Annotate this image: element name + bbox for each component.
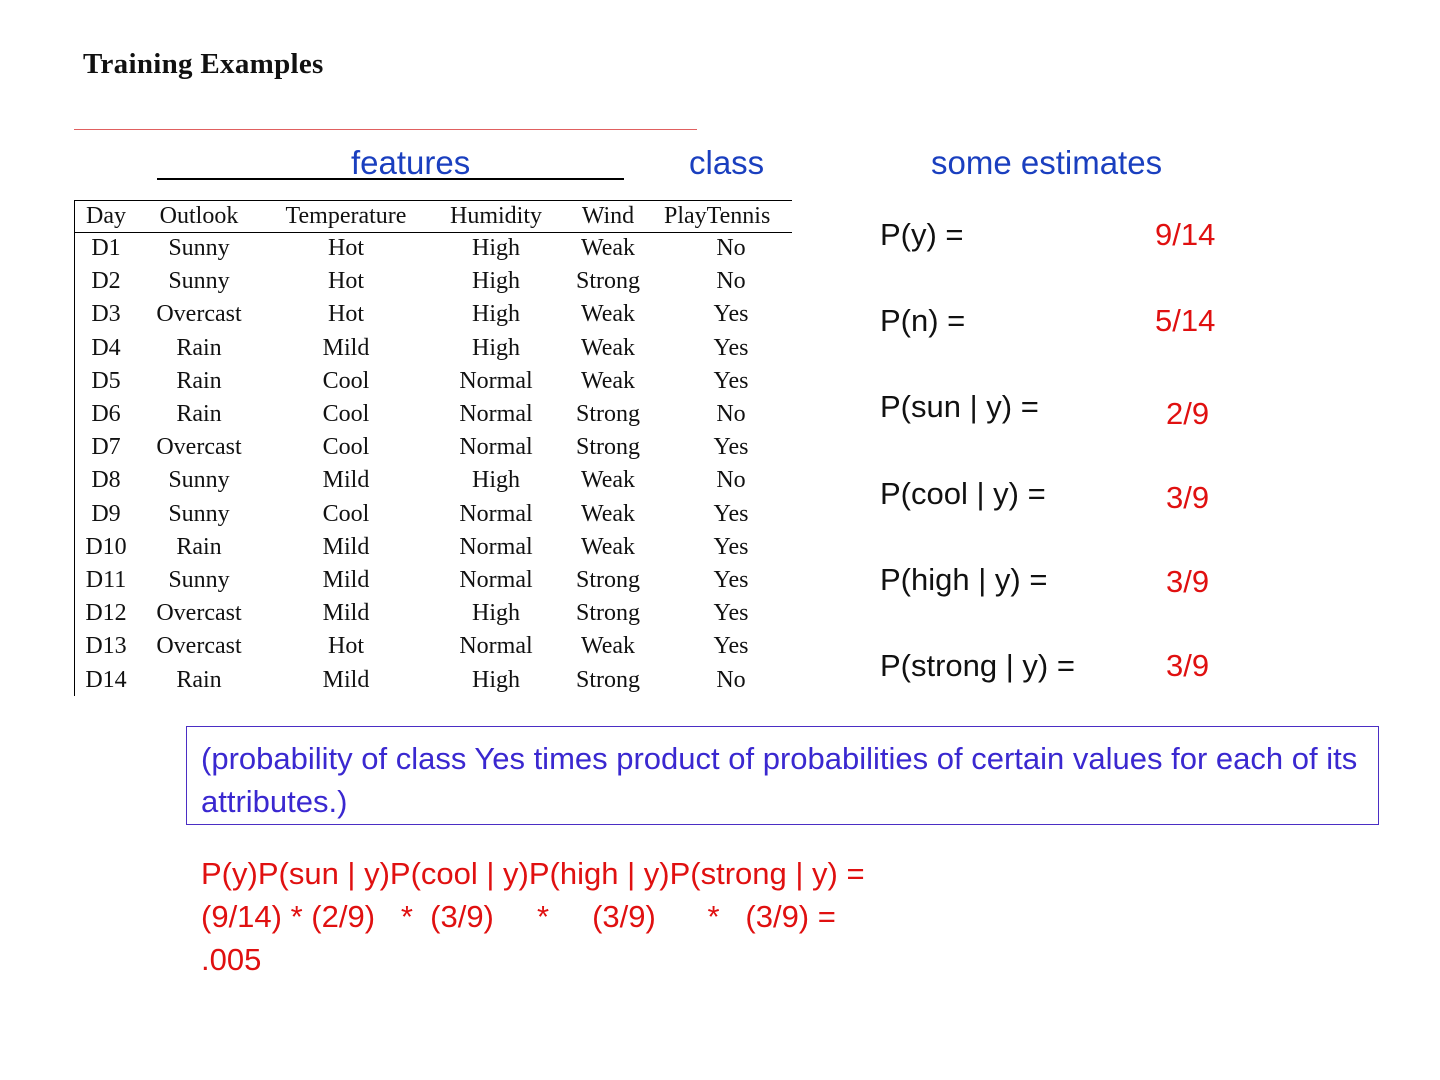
table-cell: No [716,666,746,693]
table-cell: Mild [322,533,370,560]
table-cell: Normal [459,434,533,461]
table-cell: D11 [85,567,127,593]
table-cell: Strong [575,401,640,427]
table-cell: Weak [580,533,636,560]
table-cell: Normal [459,401,533,427]
column-header-humidity: Humidity [449,203,542,229]
table-cell: Sunny [168,235,230,261]
table-cell: Overcast [156,434,242,461]
table-cell: Mild [322,567,370,593]
table-cell: D1 [91,235,121,261]
table-row [74,298,792,331]
table-cell: Strong [575,600,640,627]
table-cell: D9 [91,500,121,527]
estimate-value-phigh: 3/9 [1166,564,1210,599]
table-cell: Overcast [156,301,242,328]
table-row [74,265,792,298]
column-header-playtennis: PlayTennis [664,203,771,229]
table-cell: D12 [85,600,127,627]
features-header: features [351,144,471,181]
calculation-result: .005 [201,942,262,977]
table-cell: Normal [459,567,533,593]
table-cell: No [716,235,746,261]
table-cell: Normal [459,533,533,560]
table-cell: D7 [91,434,121,461]
table-header-row [74,200,792,233]
note-text: (probability of class Yes times product of probabilities of certain values for each of its attributes.) [201,741,1358,819]
table-cell: Rain [176,533,222,560]
table-cell: Yes [713,600,749,627]
table-cell: Strong [575,567,640,593]
estimate-value-pn: 5/14 [1155,303,1216,338]
table-cell: Mild [322,334,370,361]
table-cell: Sunny [168,467,230,494]
estimate-label-psun: P(sun | y) = [880,389,1039,424]
table-row [74,498,792,531]
table-row [74,464,792,497]
table-cell: Rain [176,401,222,427]
table-cell: Yes [713,334,749,361]
table-cell: Normal [459,367,533,394]
table-row [74,664,792,696]
table-cell: Yes [713,367,749,394]
table-cell: D13 [85,633,127,660]
estimate-value-pstrong: 3/9 [1166,648,1210,683]
estimate-value-py: 9/14 [1155,217,1216,252]
table-cell: Sunny [168,268,230,295]
table-cell: D4 [91,334,121,361]
table-cell: D5 [91,367,121,394]
table-cell: Sunny [168,500,230,527]
table-top-border [74,200,792,201]
table-cell: Yes [713,434,749,461]
table-row [74,365,792,398]
table-cell: D10 [85,533,127,560]
table-cell: Rain [176,666,222,693]
table-cell: D3 [91,301,121,328]
table-cell: Weak [580,301,636,328]
calculation-line-1: P(y)P(sun | y)P(cool | y)P(high | y)P(strong | y) = [201,856,865,891]
estimate-label-pcool: P(cool | y) = [880,476,1046,511]
column-header-outlook: Outlook [159,203,239,229]
table-cell: High [472,268,520,295]
training-table [74,200,792,696]
table-cell: Mild [322,467,370,494]
table-cell: Rain [176,367,222,394]
calculation-line-2: (9/14) * (2/9) * (3/9) * (3/9) * (3/9) = [201,899,836,934]
table-row [74,332,792,365]
table-cell: Yes [713,633,749,660]
table-cell: Strong [575,434,640,461]
table-cell: D2 [91,268,121,295]
page-title: Training Examples [83,48,324,80]
column-header-wind: Wind [581,203,635,229]
table-cell: High [472,467,520,494]
note-box [186,726,1379,825]
table-cell: No [716,268,746,295]
table-cell: High [472,334,520,361]
table-cell: Weak [580,467,636,494]
table-row [74,630,792,663]
table-cell: Yes [713,500,749,527]
table-row [74,398,792,431]
table-row [74,531,792,564]
table-cell: Weak [580,367,636,394]
table-cell: D8 [91,467,121,494]
table-cell: Normal [459,633,533,660]
table-cell: Hot [328,235,364,261]
table-cell: Mild [322,666,370,693]
table-cell: Strong [575,666,640,693]
estimate-label-phigh: P(high | y) = [880,562,1048,597]
table-cell: Overcast [156,600,242,627]
table-left-border [74,200,75,696]
table-cell: Sunny [168,567,230,593]
table-cell: Cool [322,500,370,527]
estimate-label-py: P(y) = [880,217,964,252]
table-row [74,431,792,464]
table-cell: Cool [322,401,370,427]
table-cell: Weak [580,235,636,261]
table-cell: Cool [322,434,370,461]
table-cell: Weak [580,334,636,361]
table-cell: Normal [459,500,533,527]
estimate-label-pn: P(n) = [880,303,966,338]
table-cell: Weak [580,633,636,660]
table-cell: Overcast [156,633,242,660]
table-cell: High [472,235,520,261]
table-cell: Hot [328,633,364,660]
table-cell: Hot [328,301,364,328]
table-cell: Cool [322,367,370,394]
title-divider [74,129,697,130]
table-cell: D14 [85,666,127,693]
table-cell: No [716,467,746,494]
table-cell: High [472,666,520,693]
table-cell: Strong [575,268,640,295]
table-cell: Yes [713,533,749,560]
table-cell: High [472,301,520,328]
table-cell: High [472,600,520,627]
class-header: class [689,144,765,181]
table-cell: Yes [713,301,749,328]
column-header-temperature: Temperature [285,203,407,229]
table-cell: Yes [713,567,749,593]
table-cell: Hot [328,268,364,295]
table-cell: Weak [580,500,636,527]
column-header-day: Day [86,203,126,229]
estimate-label-pstrong: P(strong | y) = [880,648,1075,683]
table-cell: Mild [322,600,370,627]
table-row [74,597,792,630]
table-cell: No [716,401,746,427]
estimate-value-psun: 2/9 [1166,396,1210,431]
table-header-separator [74,232,792,233]
table-cell: Rain [176,334,222,361]
estimate-value-pcool: 3/9 [1166,480,1210,515]
table-row [74,232,792,265]
table-row [74,564,792,597]
estimates-header: some estimates [931,144,1163,181]
table-cell: D6 [91,401,121,427]
